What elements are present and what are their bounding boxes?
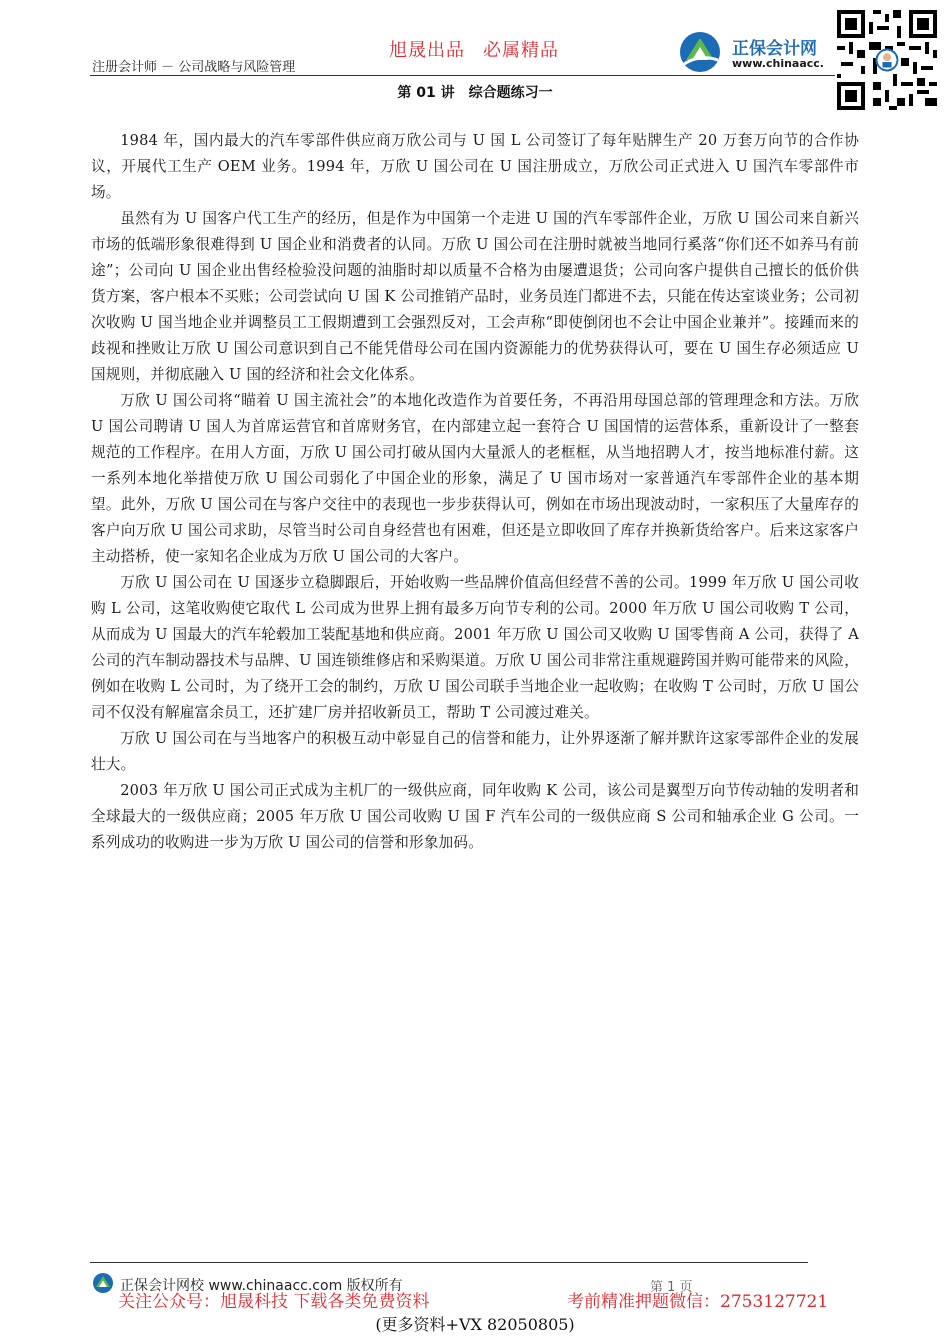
promo-contact: 考前精准押题微信：2753127721 bbox=[567, 1292, 829, 1312]
brand-logo-icon bbox=[678, 30, 728, 74]
paragraph-2: 虽然有为 U 国客户代工生产的经历，但是作为中国第一个走进 U 国的汽车零部件企业，万欣 U 国公司来自新兴市场的低端形象很难得到 U 国企业和消费者的认同。万欣 U 国公司在注册时就被当地同行奚落“你们还不如养马有前途”；公司向 U 国企业出售经检验没问题的油脂时却以质量不合格为由屡遭退货；公司向客户提供自己擅长的低价供货方案，客户根本不买账；公司尝试向 U 国 K 公司推销产品时，业务员连门都进不去，只能在传达室谈业务；公司初次收购 U 国当地企业并调整员工工假期遭到工会强烈反对，工会声称“即使倒闭也不会让中国企业兼并”。接踵而来的歧视和挫败让万欣 U 国公司意识到自己不能凭借母公司在国内资源能力的优势获得认可，要在 U 国生存必须适应 U 国规则，并彻底融入 U 国的经济和社会文化体系。 bbox=[91, 210, 859, 383]
header-slogan bbox=[389, 36, 559, 62]
paragraph-5: 万欣 U 国公司在与当地客户的积极互动中彰显自己的信誉和能力，让外界逐渐了解并默许这家零部件企业的发展壮大。 bbox=[91, 730, 859, 773]
slogan-part-1: 旭晟出品 bbox=[389, 40, 465, 61]
footer-logo-icon bbox=[92, 1272, 114, 1294]
paragraph-4: 万欣 U 国公司在 U 国逐步立稳脚跟后，开始收购一些品牌价值高但经营不善的公司。1999 年万欣 U 国公司收购 L 公司，这笔收购使它取代 L 公司成为世界上拥有最多万向节专利的公司。2000 年万欣 U 国公司收购 T 公司，从而成为 U 国最大的汽车轮毂加工装配基地和供应商。2001 年万欣 U 国公司又收购 U 国零售商 A 公司，获得了 A 公司的汽车制动器技术与品牌、U 国连锁维修店和采购渠道。万欣 U 国公司非常注重规避跨国并购可能带来的风险，例如在收购 L 公司时，为了绕开工会的制约，万欣 U 国公司联手当地企业一起收购；在收购 T 公司时，万欣 U 国公司不仅没有解雇富余员工，还扩建厂房并招收新员工，帮助 T 公司渡过难关。 bbox=[91, 574, 859, 721]
brand-url: www.chinaacc. bbox=[732, 57, 824, 70]
page-number: 第 1 页 bbox=[650, 1280, 693, 1295]
paragraph-6: 2003 年万欣 U 国公司正式成为主机厂的一级供应商，同年收购 K 公司，该公司是翼型万向节传动轴的发明者和全球最大的一级供应商；2005 年万欣 U 国公司收购 U 国 F 汽车公司的一级供应商 S 公司和轴承企业 G 公司。一系列成功的收购进一步为万欣 U 国公司的信誉和形象加码。 bbox=[91, 782, 859, 851]
paragraph-3: 万欣 U 国公司将“瞄着 U 国主流社会”的本地化改造作为首要任务，不再沿用母国总部的管理理念和方法。万欣 U 国公司聘请 U 国人为首席运营官和首席财务官，在内部建立起一套符合 U 国国情的运营体系，重新设计了一整套规范的工作程序。在用人方面，万欣 U 国公司打破从国内大量派人的老框框，从当地招聘人才，按当地标准付薪。这一系列本地化举措使万欣 U 国公司弱化了中国企业的形象，满足了 U 国市场对一家普通汽车零部件企业的基本期望。此外，万欣 U 国公司在与客户交往中的表现也一步步获得认可，例如在市场出现波动时，一家积压了大量库存的客户向万欣 U 国公司求助，尽管当时公司自身经营也有困难，但还是立即收回了库存并换新货给客户。后来这家客户主动搭桥，使一家知名企业成为万欣 U 国公司的大客户。 bbox=[91, 392, 859, 565]
brand-logo[interactable] bbox=[678, 30, 830, 74]
promo-more-materials: (更多资料+VX 82050805) bbox=[375, 1315, 575, 1334]
case-text bbox=[91, 128, 859, 856]
brand-name: 正保会计网 bbox=[732, 39, 817, 59]
lecture-title: 第 01 讲 综合题练习一 bbox=[397, 85, 553, 101]
paragraph-1: 1984 年，国内最大的汽车零部件供应商万欣公司与 U 国 L 公司签订了每年贴牌生产 20 万套万向节的合作协议，开展代工生产 OEM 业务。1994 年，万欣 U 国公司在 U 国注册成立，万欣公司正式进入 U 国汽车零部件市场。 bbox=[91, 132, 859, 201]
header-divider bbox=[90, 75, 835, 76]
course-title: 注册会计师 － 公司战略与风险管理 bbox=[92, 60, 296, 75]
slogan-part-2: 必属精品 bbox=[483, 40, 559, 61]
promo-wechat-account: 关注公众号：旭晟科技 下载各类免费资料 bbox=[118, 1292, 430, 1312]
footer-divider bbox=[90, 1262, 808, 1263]
footer-copyright: 正保会计网校 www.chinaacc.com 版权所有 bbox=[120, 1278, 403, 1294]
